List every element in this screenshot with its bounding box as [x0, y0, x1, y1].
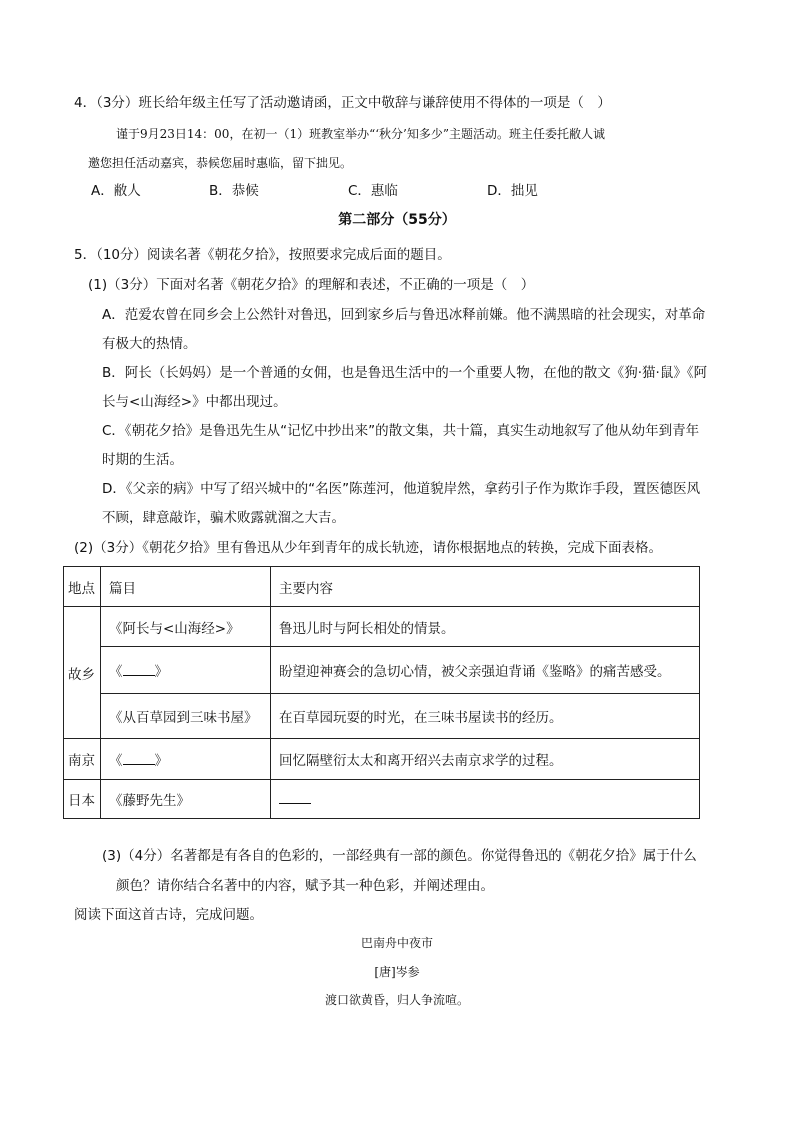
- table-cell-title-blank[interactable]: [101, 739, 271, 780]
- q5-sub1-option-d-line1[interactable]: D．《父亲的病》中写了绍兴城中的“名医”陈莲河，他道貌岸然，拿药引子作为欺诈手段，置医德医风: [102, 481, 701, 497]
- answer-table: [63, 566, 700, 819]
- q5-sub1-stem: (1)（3分）下面对名著《朝花夕拾》的理解和表述，不正确的一项是（ ）: [88, 277, 535, 293]
- q5-stem: 5．（10分）阅读名著《朝花夕拾》，按照要求完成后面的题目。: [74, 247, 451, 263]
- table-header-row: [64, 567, 700, 607]
- q5-sub3-line2: 颜色？请你结合名著中的内容，赋予其一种色彩，并阐述理由。: [116, 878, 494, 894]
- table-cell-content: 鲁迅儿时与阿长相处的情景。: [271, 607, 700, 647]
- table-header-title: 篇目: [101, 567, 271, 607]
- q5-sub1-option-c-line1[interactable]: C．《朝花夕拾》是鲁迅先生从“记忆中抄出来”的散文集，共十篇，真实生动地叙写了他从幼年到青年: [102, 423, 700, 439]
- q5-sub3-line1: (3)（4分）名著都是有各自的色彩的，一部经典有一部的颜色。你觉得鲁迅的《朝花夕拾》属于什么: [102, 848, 697, 864]
- q5-sub1-option-a-line2: 有极大的热情。: [102, 336, 197, 352]
- section-title: 第二部分（55分）: [338, 212, 456, 228]
- table-cell-content: 回忆隔壁衍太太和离开绍兴去南京求学的过程。: [271, 739, 700, 780]
- poem-intro: 阅读下面这首古诗，完成问题。: [74, 907, 263, 923]
- q4-stem: 4．（3分）班长给年级主任写了活动邀请函，正文中敬辞与谦辞使用不得体的一项是（ ）: [74, 95, 611, 111]
- fill-in-blank[interactable]: [279, 791, 311, 804]
- table-row: [64, 694, 700, 739]
- q4-option-a[interactable]: A．敝人: [91, 183, 141, 199]
- table-cell-title: 《阿长与<山海经>》: [101, 607, 271, 647]
- table-cell-title-blank[interactable]: [101, 647, 271, 694]
- q4-option-c[interactable]: C．惠临: [348, 183, 398, 199]
- poem-line-1: 渡口欲黄昏，归人争流喧。: [324, 993, 469, 1007]
- q4-option-b[interactable]: B．恭候: [209, 183, 259, 199]
- title-open-bracket: 《: [109, 753, 123, 769]
- table-cell-place-nanjing: 南京: [64, 739, 101, 780]
- poem-author: [唐]岑参: [374, 965, 420, 979]
- table-cell-content: 盼望迎神赛会的急切心情，被父亲强迫背诵《鉴略》的痛苦感受。: [271, 647, 700, 694]
- q4-passage-line2: 邀您担任活动嘉宾，恭候您届时惠临，留下拙见。: [88, 156, 353, 170]
- table-row: [64, 647, 700, 694]
- q4-passage-line1: 谨于9月23日14：00，在初一（1）班教室举办“‘秋分’知多少”主题活动。班主任委托敝人诚: [116, 127, 605, 141]
- table-cell-place-hometown: 故乡: [64, 607, 101, 739]
- title-open-bracket: 《: [109, 664, 123, 680]
- table-header-place: 地点: [64, 567, 101, 607]
- q5-sub1-option-c-line2: 时期的生活。: [102, 452, 183, 468]
- q5-sub1-option-d-line2: 不顾，肆意敲诈，骗术败露就溜之大吉。: [102, 510, 345, 526]
- title-close-bracket: 》: [154, 664, 168, 680]
- table-row: [64, 739, 700, 780]
- q5-sub1-option-b-line2: 长与<山海经>》中都出现过。: [102, 394, 287, 410]
- table-cell-content-blank[interactable]: [271, 780, 700, 819]
- table-row: [64, 607, 700, 647]
- q4-option-d[interactable]: D．拙见: [487, 183, 538, 199]
- table-cell-title: 《从百草园到三味书屋》: [101, 694, 271, 739]
- q5-sub1-option-a-line1[interactable]: A．范爱农曾在同乡会上公然针对鲁迅，回到家乡后与鲁迅冰释前嫌。他不满黑暗的社会现实，对革命: [102, 307, 706, 323]
- table-cell-place-japan: 日本: [64, 780, 101, 819]
- table-cell-content: 在百草园玩耍的时光，在三味书屋读书的经历。: [271, 694, 700, 739]
- poem-title: 巴南舟中夜市: [360, 936, 433, 950]
- title-close-bracket: 》: [154, 753, 168, 769]
- q5-sub2-stem: (2)（3分）《朝花夕拾》里有鲁迅从少年到青年的成长轨迹，请你根据地点的转换，完成下面表格。: [74, 540, 662, 556]
- fill-in-blank[interactable]: [123, 663, 155, 676]
- table-cell-title: 《藤野先生》: [101, 780, 271, 819]
- q5-sub1-option-b-line1[interactable]: B．阿长（长妈妈）是一个普通的女佣，也是鲁迅生活中的一个重要人物，在他的散文《狗·猫·鼠》《阿: [102, 365, 708, 381]
- table-row: [64, 780, 700, 819]
- fill-in-blank[interactable]: [123, 752, 155, 765]
- table-header-content: 主要内容: [271, 567, 700, 607]
